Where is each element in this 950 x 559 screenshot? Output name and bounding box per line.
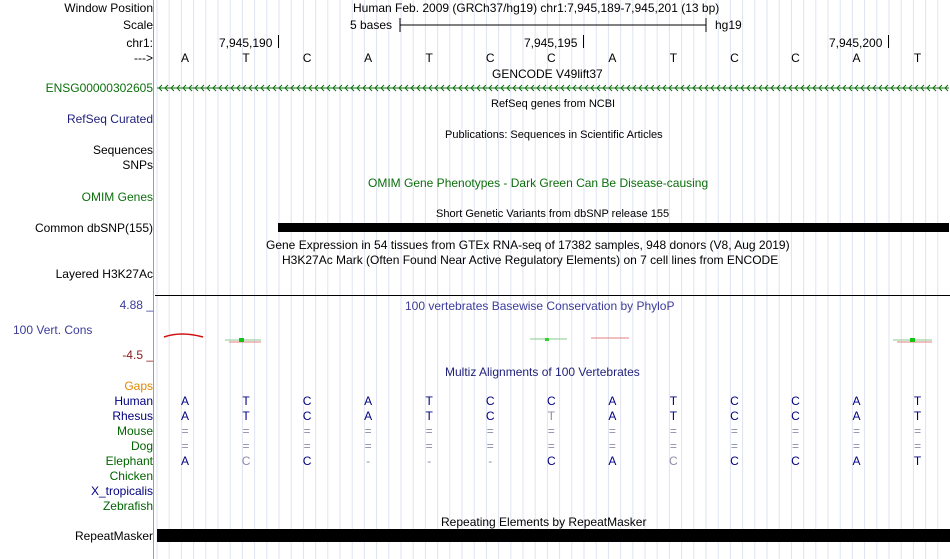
phylop-max-label: 4.88 _ (119, 298, 153, 312)
alignment-base: = (486, 439, 494, 453)
species-label[interactable]: Dog (130, 439, 153, 453)
reference-base: A (852, 51, 861, 65)
alignment-base: A (180, 454, 189, 468)
assembly-position-text: Human Feb. 2009 (GRCh37/hg19) chr1:7,945,189-7,945,201 (13 bp) (353, 1, 720, 15)
alignment-base: T (913, 454, 922, 468)
dbsnp-track-label[interactable]: Common dbSNP(155) (34, 221, 153, 235)
alignment-base: C (730, 454, 739, 468)
alignment-base: = (181, 439, 189, 453)
dbsnp-track-title: Short Genetic Variants from dbSNP release 155 (436, 208, 670, 220)
species-label[interactable]: Chicken (109, 469, 153, 483)
alignment-base: = (730, 424, 738, 438)
coord-tick-1: 7,945,190 (219, 36, 273, 50)
alignment-base: = (242, 424, 250, 438)
h3k27ac-track-label[interactable]: Layered H3K27Ac (55, 267, 153, 281)
alignment-base: C (669, 454, 678, 468)
alignment-base: = (914, 439, 922, 453)
alignment-base: T (425, 394, 433, 408)
reference-base: C (791, 51, 800, 65)
alignment-base: A (608, 394, 617, 408)
refseq-track-label[interactable]: RefSeq Curated (66, 112, 153, 126)
coord-tick-2: 7,945,195 (524, 36, 578, 50)
scale-bar-text: 5 bases (350, 18, 393, 32)
alignment-base: T (669, 409, 678, 423)
alignment-base: = (853, 424, 861, 438)
alignment-base: C (485, 409, 495, 423)
reference-base: T (242, 51, 250, 65)
reference-base: C (485, 51, 495, 65)
scale-db-label: hg19 (715, 18, 742, 32)
alignment-base: C (546, 454, 556, 468)
alignment-base: = (730, 439, 738, 453)
reference-base: T (425, 51, 433, 65)
h3k27ac-baseline (155, 295, 950, 296)
species-label[interactable]: Elephant (105, 454, 153, 468)
species-label[interactable]: Rhesus (112, 409, 153, 423)
multiz-track-title: Multiz Alignments of 100 Vertebrates (445, 365, 640, 379)
alignment-base: T (547, 409, 555, 423)
snps-label[interactable]: SNPs (122, 158, 153, 172)
alignment-base: A (364, 409, 373, 423)
alignment-base: A (364, 394, 373, 408)
alignment-base: = (608, 439, 616, 453)
reference-base: A (608, 51, 617, 65)
coord-tick-3: 7,945,200 (829, 36, 883, 50)
strand-arrow-label: ---> (134, 51, 153, 65)
reference-base: T (913, 51, 922, 65)
phylop-track-title: 100 vertebrates Basewise Conservation by PhyloP (405, 299, 675, 313)
alignment-base: A (180, 409, 189, 423)
alignment-base: = (425, 424, 433, 438)
alignment-base: = (486, 424, 494, 438)
alignment-base: = (425, 439, 433, 453)
alignment-base: T (669, 394, 678, 408)
omim-track-label[interactable]: OMIM Genes (81, 190, 153, 204)
alignment-base: = (547, 439, 555, 453)
gaps-label[interactable]: Gaps (124, 379, 153, 393)
phylop-min-label: -4.5 _ (122, 348, 153, 362)
alignment-base: = (791, 439, 799, 453)
alignment-base: = (791, 424, 799, 438)
scale-bar (398, 16, 710, 34)
gtex-track-title: Gene Expression in 54 tissues from GTEx RNA-seq of 17382 samples, 948 donors (V8, Aug 2019) (266, 238, 790, 252)
alignment-base: A (608, 454, 617, 468)
alignment-base: T (242, 409, 250, 423)
gencode-gene-model[interactable] (157, 82, 949, 94)
alignment-base: = (608, 424, 616, 438)
alignment-base: = (364, 424, 372, 438)
reference-base: T (669, 51, 678, 65)
alignment-base: = (242, 439, 250, 453)
species-label[interactable]: Mouse (116, 424, 153, 438)
alignment-base: C (241, 454, 251, 468)
chrom-label: chr1: (126, 36, 153, 50)
alignment-base: C (730, 394, 739, 408)
alignment-base: = (364, 439, 372, 453)
alignment-base: T (913, 409, 922, 423)
alignment-base: A (852, 394, 861, 408)
alignment-base: A (852, 454, 861, 468)
alignment-base: = (669, 439, 677, 453)
refseq-track-title: RefSeq genes from NCBI (491, 98, 616, 110)
gencode-track-title: GENCODE V49lift37 (492, 67, 603, 81)
alignment-base: = (303, 439, 311, 453)
reference-base: C (302, 51, 312, 65)
reference-base: A (180, 51, 189, 65)
alignment-base: = (303, 424, 311, 438)
repeatmasker-track-title: Repeating Elements by RepeatMasker (441, 515, 647, 529)
species-label[interactable]: X_tropicalis (90, 484, 153, 498)
coord-tick-mark-2 (583, 35, 584, 48)
alignment-base: C (546, 394, 556, 408)
alignment-base: = (853, 439, 861, 453)
scale-label: Scale (122, 18, 153, 32)
alignment-base: C (730, 409, 739, 423)
phylop-track-label[interactable]: 100 Vert. Cons (13, 323, 93, 337)
reference-base: C (730, 51, 739, 65)
alignment-base: A (852, 409, 861, 423)
gencode-gene-label[interactable]: ENSG00000302605 (45, 81, 153, 95)
dbsnp-variant-bar[interactable] (278, 223, 949, 232)
alignment-base: C (302, 454, 312, 468)
alignment-base: - (427, 454, 432, 468)
coord-tick-mark-3 (888, 35, 889, 48)
species-label[interactable]: Human (114, 394, 153, 408)
coord-tick-mark-1 (278, 35, 279, 48)
alignment-base: C (791, 454, 800, 468)
alignment-base: T (913, 394, 922, 408)
alignment-base: = (547, 424, 555, 438)
alignment-base: A (608, 409, 617, 423)
alignment-base: T (242, 394, 250, 408)
alignment-base: = (181, 424, 189, 438)
alignment-base: = (914, 424, 922, 438)
omim-track-title: OMIM Gene Phenotypes - Dark Green Can Be Disease-causing (368, 176, 709, 190)
alignment-base: C (302, 409, 312, 423)
alignment-base: C (302, 394, 312, 408)
alignment-base: A (180, 394, 189, 408)
alignment-base: - (366, 454, 371, 468)
reference-base: A (364, 51, 373, 65)
alignment-base: - (488, 454, 493, 468)
alignment-base: C (485, 394, 495, 408)
alignment-base: T (425, 409, 433, 423)
alignment-base: C (791, 394, 800, 408)
repeatmasker-track-label[interactable]: RepeatMasker (74, 529, 153, 543)
publications-track-title: Publications: Sequences in Scientific Articles (445, 129, 663, 141)
alignment-base: = (669, 424, 677, 438)
repeatmasker-element-bar[interactable] (157, 529, 950, 542)
alignment-base: C (791, 409, 800, 423)
species-label[interactable]: Zebrafish (102, 499, 153, 513)
reference-base: C (546, 51, 556, 65)
label-separator (153, 0, 154, 559)
sequences-label[interactable]: Sequences (92, 143, 153, 157)
phylop-signal[interactable] (157, 328, 949, 348)
window-position-label: Window Position (64, 1, 153, 15)
h3k27ac-track-title: H3K27Ac Mark (Often Found Near Active Regulatory Elements) on 7 cell lines from ENCODE (282, 253, 779, 267)
